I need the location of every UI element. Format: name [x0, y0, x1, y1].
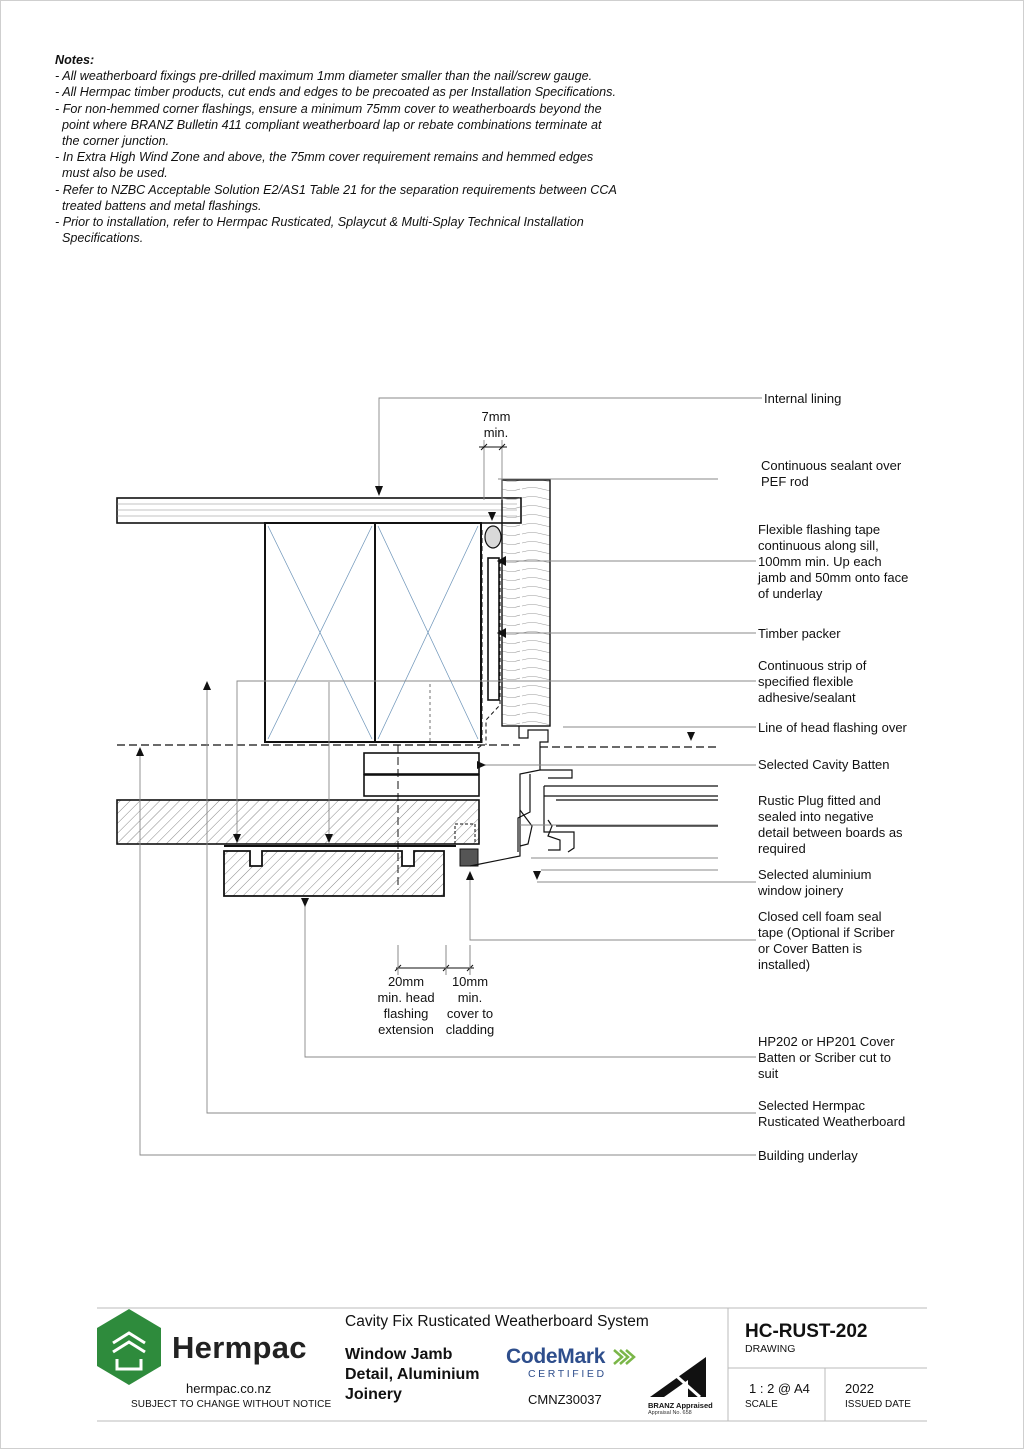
note-line: - In Extra High Wind Zone and above, the 75mm cover requirement remains and hemmed edges: [55, 150, 594, 165]
note-line: Specifications.: [55, 231, 144, 246]
note-line: - All Hermpac timber products, cut ends and edges to be precoated as per Installation Specifications.: [55, 85, 616, 100]
note-line: point where BRANZ Bulletin 411 compliant weatherboard lap or rebate combinations terminate at: [55, 117, 602, 132]
label-timber-packer: Timber packer: [758, 626, 841, 641]
dim-7mm: [479, 444, 507, 450]
label-weatherboard: Selected Hermpac Rusticated Weatherboard: [758, 1098, 906, 1129]
codemark-logo: CodeMark: [506, 1345, 606, 1368]
issued-date: 2022: [845, 1381, 874, 1396]
label-flexible-flashing-tape: Flexible flashing tape continuous along sill, 100mm min. Up each jamb and 50mm onto face of underlay: [758, 522, 909, 601]
note-line: must also be used.: [55, 166, 168, 181]
notes-title: Notes:: [55, 53, 95, 67]
drawing-caption: DRAWING: [745, 1343, 796, 1355]
branz-label: BRANZ Appraised: [648, 1401, 713, 1410]
cavity-batten: [364, 753, 479, 796]
label-aluminium-joinery: Selected aluminium window joinery: [758, 867, 872, 898]
dim-label-head-flashing: 20mm min. head flashing extension: [377, 974, 435, 1037]
timber-packer: [488, 558, 499, 700]
weatherboard: [117, 800, 479, 844]
hermpac-logo-icon: [97, 1309, 161, 1385]
label-continuous-sealant: Continuous sealant over PEF rod: [761, 458, 902, 489]
label-foam-seal: Closed cell foam seal tape (Optional if Scriber or Cover Batten is installed): [758, 909, 895, 972]
system-title: Cavity Fix Rusticated Weatherboard System: [345, 1313, 649, 1330]
label-adhesive-strip: Continuous strip of specified flexible adhesive/sealant: [758, 658, 867, 705]
leader-internal-lining: [379, 398, 762, 494]
branz-logo-icon: [650, 1357, 706, 1397]
internal-lining: [117, 498, 521, 523]
dim-label-cover: 10mm min. cover to cladding: [445, 974, 495, 1037]
label-cavity-batten: Selected Cavity Batten: [758, 757, 890, 772]
brand-name: Hermpac: [172, 1330, 307, 1365]
codemark-chevron-icon: [614, 1350, 634, 1364]
note-line: - Refer to NZBC Acceptable Solution E2/AS1 Table 21 for the separation requirements between CCA: [55, 182, 617, 197]
note-line: treated battens and metal flashings.: [55, 198, 262, 213]
codemark-certified: CERTIFIED: [528, 1368, 607, 1380]
foam-seal: [460, 849, 478, 866]
disclaimer: SUBJECT TO CHANGE WITHOUT NOTICE: [131, 1399, 332, 1410]
window-glazing: [265, 523, 481, 742]
note-line: - All weatherboard fixings pre-drilled maximum 1mm diameter smaller than the nail/screw gauge.: [55, 69, 593, 84]
note-line: the corner junction.: [55, 134, 170, 149]
branz-number: Appraisal No. 658: [648, 1410, 692, 1416]
label-cover-batten: HP202 or HP201 Cover Batten or Scriber cut to suit: [758, 1034, 895, 1081]
dim-label-7mm: 7mm min.: [481, 409, 511, 440]
website-link[interactable]: hermpac.co.nz: [186, 1381, 272, 1396]
note-line: - For non-hemmed corner flashings, ensure a minimum 75mm cover to weatherboards beyond the: [55, 101, 602, 116]
scale-caption: SCALE: [745, 1399, 778, 1410]
drawing-number: HC-RUST-202: [745, 1321, 868, 1342]
cover-batten: [224, 851, 444, 896]
timber-stud: [502, 480, 550, 726]
label-internal-lining: Internal lining: [764, 391, 842, 406]
issued-date-caption: ISSUED DATE: [845, 1399, 911, 1410]
note-line: - Prior to installation, refer to Hermpac Rusticated, Splaycut & Multi-Splay Technical Installation: [55, 215, 584, 230]
pef-rod: [485, 526, 501, 548]
drawing-title: Window Jamb Detail, Aluminium Joinery: [345, 1346, 480, 1403]
label-building-underlay: Building underlay: [758, 1148, 858, 1163]
label-rustic-plug: Rustic Plug fitted and sealed into negative detail between boards as required: [758, 793, 903, 856]
codemark-number: CMNZ30037: [528, 1392, 602, 1407]
label-head-flashing: Line of head flashing over: [758, 720, 907, 735]
scale-value: 1 : 2 @ A4: [749, 1381, 810, 1396]
dim-bottom: [395, 945, 474, 975]
